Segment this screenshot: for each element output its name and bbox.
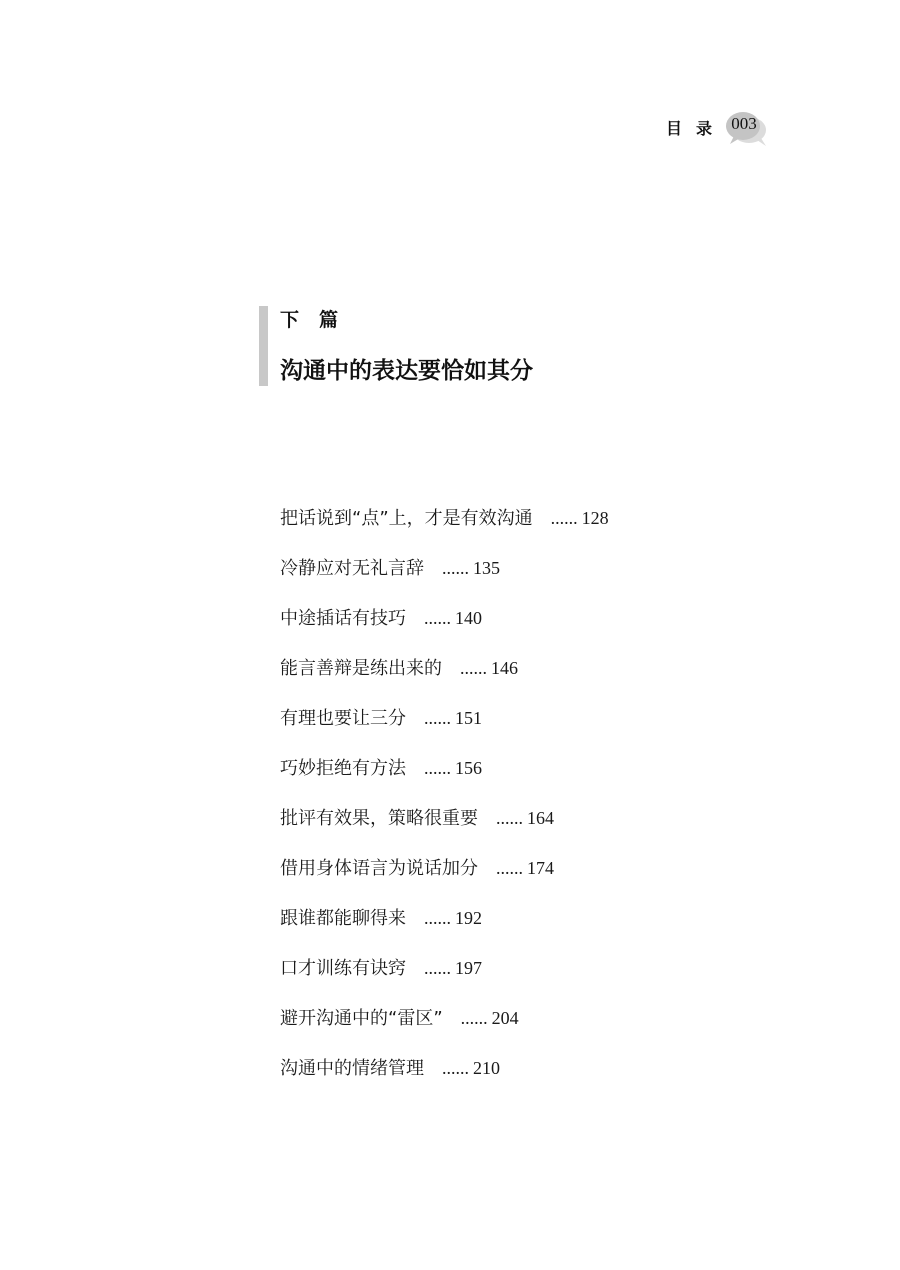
toc-entry-title: 有理也要让三分 [280, 708, 406, 729]
section-accent-bar [259, 306, 268, 386]
toc-entry[interactable] [280, 755, 800, 805]
toc-entry-page: 174 [527, 858, 554, 878]
toc-entry-leader: ...... [460, 1008, 488, 1028]
toc-entry-leader: ...... [442, 558, 469, 578]
toc-entry-leader: ...... [442, 1058, 469, 1078]
toc-entry-page: 151 [455, 708, 482, 728]
toc-entry[interactable] [280, 955, 800, 1005]
toc-entry[interactable] [280, 505, 800, 555]
toc-entry-leader: ...... [424, 758, 451, 778]
toc-entry-leader: ...... [424, 958, 451, 978]
toc-entry[interactable] [280, 555, 800, 605]
page-number: 003 [731, 114, 757, 133]
toc-entry-title: 借用身体语言为说话加分 [280, 858, 478, 879]
toc-entry-title: 沟通中的情绪管理 [280, 1058, 424, 1079]
toc-entry-title: 避开沟通中的“雷区” [280, 1008, 443, 1029]
toc-entry-leader: ...... [496, 808, 523, 828]
toc-entry-leader: ...... [424, 608, 451, 628]
toc-entry[interactable] [280, 605, 800, 655]
table-of-contents [280, 505, 800, 1105]
toc-entry-title: 口才训练有诀窍 [280, 958, 406, 979]
toc-entry-page: 210 [473, 1058, 500, 1078]
toc-entry-page: 197 [455, 958, 482, 978]
toc-entry[interactable] [280, 805, 800, 855]
toc-entry-title: 中途插话有技巧 [280, 608, 406, 629]
toc-entry-leader: ...... [460, 658, 487, 678]
section-label: 下篇 [280, 309, 359, 331]
toc-entry-page: 164 [527, 808, 554, 828]
toc-entry-title: 把话说到“点”上，才是有效沟通 [280, 508, 533, 529]
toc-entry[interactable] [280, 1055, 800, 1105]
header-label: 目录 [666, 119, 727, 138]
toc-entry[interactable] [280, 1005, 800, 1055]
toc-entry-title: 批评有效果，策略很重要 [280, 808, 478, 829]
toc-entry-page: 192 [455, 908, 482, 928]
toc-entry-page: 204 [491, 1008, 519, 1028]
running-header [666, 108, 776, 148]
toc-entry[interactable] [280, 855, 800, 905]
toc-entry-page: 128 [581, 508, 609, 528]
toc-entry-leader: ...... [496, 858, 523, 878]
toc-entry-title: 跟谁都能聊得来 [280, 908, 406, 929]
toc-entry-leader: ...... [424, 708, 451, 728]
toc-entry-title: 冷静应对无礼言辞 [280, 558, 424, 579]
toc-entry-page: 156 [455, 758, 482, 778]
toc-entry-page: 135 [473, 558, 500, 578]
toc-entry[interactable] [280, 705, 800, 755]
toc-entry[interactable] [280, 655, 800, 705]
speech-bubble-icon [724, 108, 770, 148]
toc-entry-page: 140 [455, 608, 482, 628]
toc-entry-page: 146 [491, 658, 518, 678]
section-title: 沟通中的表达要恰如其分 [280, 358, 533, 384]
toc-entry[interactable] [280, 905, 800, 955]
toc-entry-leader: ...... [550, 508, 578, 528]
toc-entry-leader: ...... [424, 908, 451, 928]
toc-entry-title: 能言善辩是练出来的 [280, 658, 442, 679]
toc-entry-title: 巧妙拒绝有方法 [280, 758, 406, 779]
